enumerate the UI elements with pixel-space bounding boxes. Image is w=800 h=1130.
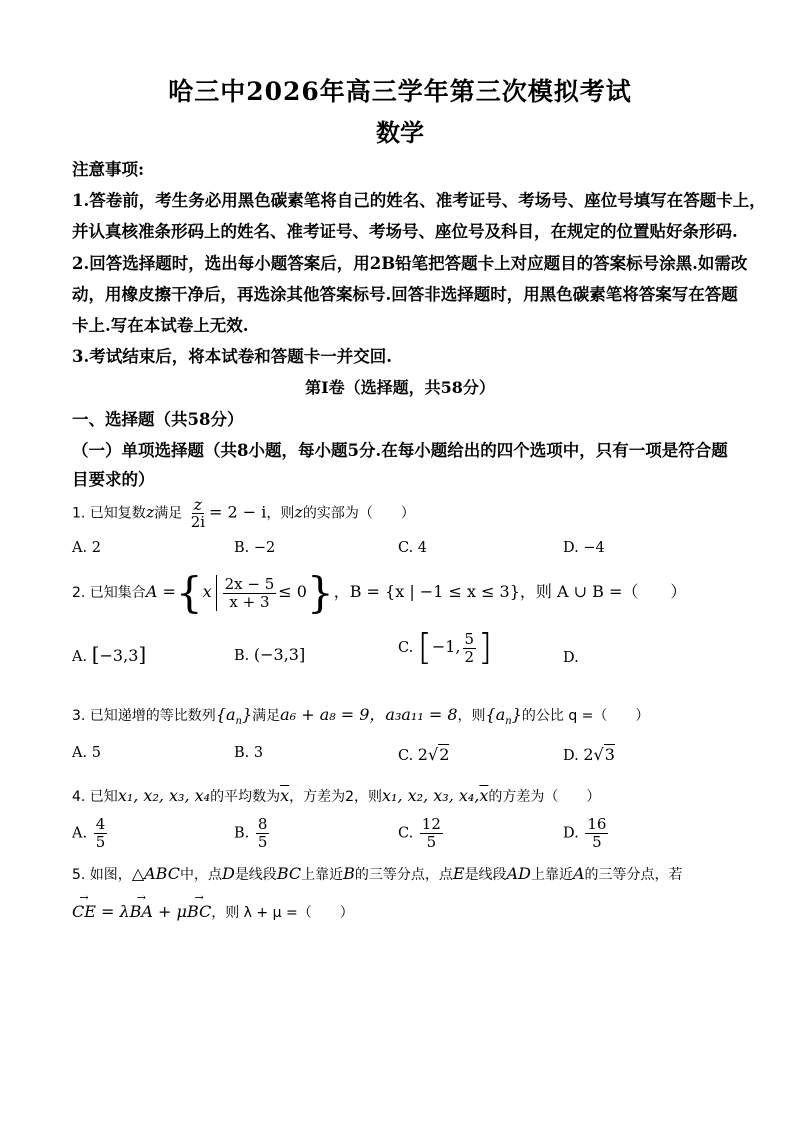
q4-option-a-num: 4: [95, 815, 106, 833]
q4-option-c-fraction: [420, 816, 443, 851]
q4-xbar: $\overline{x}$: [280, 786, 290, 805]
volume-title: 第Ⅰ卷（选择题，共58分）: [305, 378, 495, 397]
q2-right-brace: }: [306, 568, 334, 617]
triangle-icon: △: [131, 864, 145, 883]
q2-frac-num: 2x − 5: [224, 574, 275, 593]
q4-option-b-fraction: [256, 816, 270, 851]
q3-seq: $\{a_n\}$: [215, 705, 253, 728]
q5-text-d: 上靠近: [301, 867, 344, 883]
q3-seq-2: $\{a_n\}$: [485, 705, 522, 728]
q1-option-d: D. −4: [563, 540, 605, 556]
q5-vector-ba: → BA: [130, 902, 153, 921]
q3-option-c-radicand: 2: [439, 745, 450, 764]
notice-line-3: 2.回答选择题时，选出每小题答案后，用2B铅笔把答题卡上对应题目的答案标号涂黑.如需改: [72, 254, 748, 273]
q2-option-a-value: −3,3: [99, 646, 139, 665]
q4-option-d-den: 5: [592, 833, 602, 851]
q4-option-d-label: D.: [563, 825, 579, 842]
q1-prefix: 1. 已知复数: [72, 505, 146, 522]
q3-option-b: B. 3: [234, 745, 264, 761]
q4-option-b-num: 8: [257, 815, 268, 833]
q2-setA-lhs: A =: [145, 582, 176, 601]
q2-suffix: ，则 A ∪ B =（ ）: [519, 582, 687, 601]
q1-frac-num: z: [193, 495, 203, 514]
q5-text-h: 的三等分点，若: [584, 867, 683, 883]
q5-triangle: ABC: [144, 864, 180, 883]
q3-option-d-radicand: 3: [604, 745, 615, 764]
q2-option-b: [234, 645, 305, 664]
q4-xbar-2: $\overline{x}$: [479, 786, 489, 805]
q2-prefix: 2. 已知集合: [72, 585, 146, 601]
q3-suffix-2: 的公比 q =（ ）: [521, 708, 650, 724]
notice-line-5: 卡上.写在本试卷上无效.: [72, 316, 249, 335]
q2-setB: ，B = {x | −1 ≤ x ≤ 3}: [333, 582, 520, 601]
notice-heading: 注意事项:: [72, 160, 145, 179]
q3-prefix: 3. 已知递增的等比数列: [72, 708, 216, 724]
q2-left-brace: {: [175, 568, 203, 617]
q4-option-b-den: 5: [257, 833, 268, 851]
q2-option-c-num: 5: [464, 629, 475, 648]
q1-fraction: [189, 496, 207, 531]
q2-set-bar: [216, 575, 217, 611]
q1-suffix: ，则: [266, 505, 295, 522]
q4-option-c-num: 12: [421, 815, 441, 833]
q4-mid-2: ，方差为2，则: [289, 789, 383, 805]
q3-option-d: [563, 745, 615, 764]
q2-option-a-rbracket: ]: [138, 642, 147, 666]
q5-text-a: 5. 如图，: [72, 867, 132, 883]
q5-text-b: 中，点: [179, 867, 222, 883]
q3-cond2: ，a₃a₁₁ = 8: [369, 705, 458, 724]
exam-title: 哈三中2026年高三学年第三次模拟考试: [168, 77, 632, 106]
q2-option-a-label: A.: [72, 649, 88, 665]
q5-segment-ad: AD: [506, 864, 531, 883]
q4-option-d: [563, 816, 610, 851]
q3-mid: 满足: [252, 708, 281, 724]
q5-vector-ce: → CE: [72, 902, 96, 921]
q5-point-e: E: [452, 864, 465, 883]
q5-point-b: B: [343, 864, 355, 883]
q1-frac-den: 2i: [190, 513, 206, 531]
notice-line-4: 动，用橡皮擦干净后，再选涂其他答案标号.回答非选择题时，用黑色碳素笔将答案写在答题: [72, 285, 738, 304]
q5-line-2-suffix: ，则 λ + μ =（ ）: [211, 905, 354, 921]
question-5-line-2: [72, 902, 354, 922]
q4-option-a-den: 5: [95, 833, 106, 851]
q5-vector-bc: → BC: [187, 902, 211, 921]
q3-suffix: ，则: [457, 708, 486, 724]
q5-point-d: D: [221, 864, 235, 883]
q4-mid: 的平均数为: [210, 789, 281, 805]
q2-option-b-value: (−3,3]: [253, 645, 306, 664]
q2-option-c-label: C.: [398, 640, 414, 656]
q2-option-c-value: −1,: [431, 637, 461, 656]
q2-option-b-label: B.: [234, 648, 250, 664]
q4-option-c-den: 5: [426, 833, 437, 851]
q2-fraction: [223, 576, 277, 611]
q5-text-e: 的三等分点，点: [354, 867, 453, 883]
q4-prefix: 4. 已知: [72, 789, 118, 805]
subsection-line-2: 目要求的）: [72, 470, 155, 489]
q4-suffix: 的方差为（ ）: [488, 789, 601, 805]
q1-option-a: A. 2: [72, 540, 101, 556]
q3-option-c: [398, 745, 449, 764]
q5-plus: + μ: [152, 902, 187, 921]
q2-setA-x: x: [202, 582, 212, 601]
q3-option-d-label: D.: [563, 748, 579, 764]
q5-text-f: 是线段: [464, 867, 507, 883]
q4-option-c-label: C.: [398, 825, 414, 842]
q3-option-c-coef: 2: [417, 745, 428, 764]
q4-vars: x₁, x₂, x₃, x₄: [117, 786, 211, 805]
q2-option-c-lbracket: [: [417, 627, 432, 668]
q3-option-c-root: √: [427, 745, 439, 764]
q4-option-a: [72, 816, 109, 851]
q2-frac-den: x + 3: [229, 592, 270, 611]
q3-cond1: a₆ + a₈ = 9: [280, 705, 370, 724]
notice-line-6: 3.考试结束后，将本试卷和答题卡一并交回.: [72, 347, 392, 366]
q4-option-d-num: 16: [587, 815, 607, 833]
q2-option-d: D.: [563, 650, 579, 666]
q4-option-a-fraction: [94, 816, 108, 851]
q5-text-c: 是线段: [234, 867, 277, 883]
question-2: [72, 568, 687, 617]
q2-option-a: [72, 642, 146, 666]
q5-point-a: A: [572, 864, 585, 883]
q1-var-2: z: [294, 502, 303, 522]
q1-var: z: [145, 502, 155, 522]
question-5-line-1: [72, 864, 683, 884]
q4-option-b: [234, 816, 271, 851]
subsection-line-1: （一）单项选择题（共8小题，每小题5分.在每小题给出的四个选项中，只有一项是符合题: [72, 441, 728, 460]
q1-option-c: C. 4: [398, 540, 428, 556]
q2-option-c: [398, 627, 493, 668]
q3-option-c-label: C.: [398, 748, 414, 764]
question-4: [72, 786, 600, 806]
q2-option-a-lbracket: [: [91, 642, 100, 666]
notice-line-2: 并认真核准条形码上的姓名、准考证号、考场号、座位号及科目，在规定的位置贴好条形码.: [72, 222, 738, 241]
q4-vars-2: x₁, x₂, x₃, x₄,: [382, 786, 480, 805]
q2-option-c-fraction: [463, 631, 477, 666]
q1-option-b: B. −2: [234, 540, 276, 556]
q1-mid: 满足: [154, 505, 183, 522]
q2-setA-le: ≤ 0: [278, 582, 307, 601]
q3-option-d-coef: 2: [583, 745, 594, 764]
q2-option-c-den: 2: [464, 647, 475, 666]
q5-eq: = λ: [95, 902, 130, 921]
q3-option-a: A. 5: [72, 745, 101, 761]
q1-suffix-2: 的实部为（ ）: [302, 505, 415, 522]
question-3: [72, 702, 649, 727]
subject-title: 数学: [376, 118, 424, 147]
q5-segment-bc: BC: [276, 864, 302, 883]
q4-option-b-label: B.: [234, 825, 250, 842]
notice-line-1: 1.答卷前，考生务必用黑色碳素笔将自己的姓名、准考证号、考场号、座位号填写在答题卡上，: [72, 191, 766, 210]
q4-option-c: [398, 816, 445, 851]
q4-option-a-label: A.: [72, 825, 88, 842]
question-1: [72, 496, 415, 531]
q5-text-g: 上靠近: [530, 867, 573, 883]
q1-eq: = 2 − i: [209, 502, 267, 522]
q2-option-c-rbracket: ]: [478, 627, 493, 668]
section-heading: 一、选择题（共58分）: [72, 410, 244, 429]
q4-option-d-fraction: [585, 816, 608, 851]
q3-option-d-root: √: [593, 745, 604, 764]
